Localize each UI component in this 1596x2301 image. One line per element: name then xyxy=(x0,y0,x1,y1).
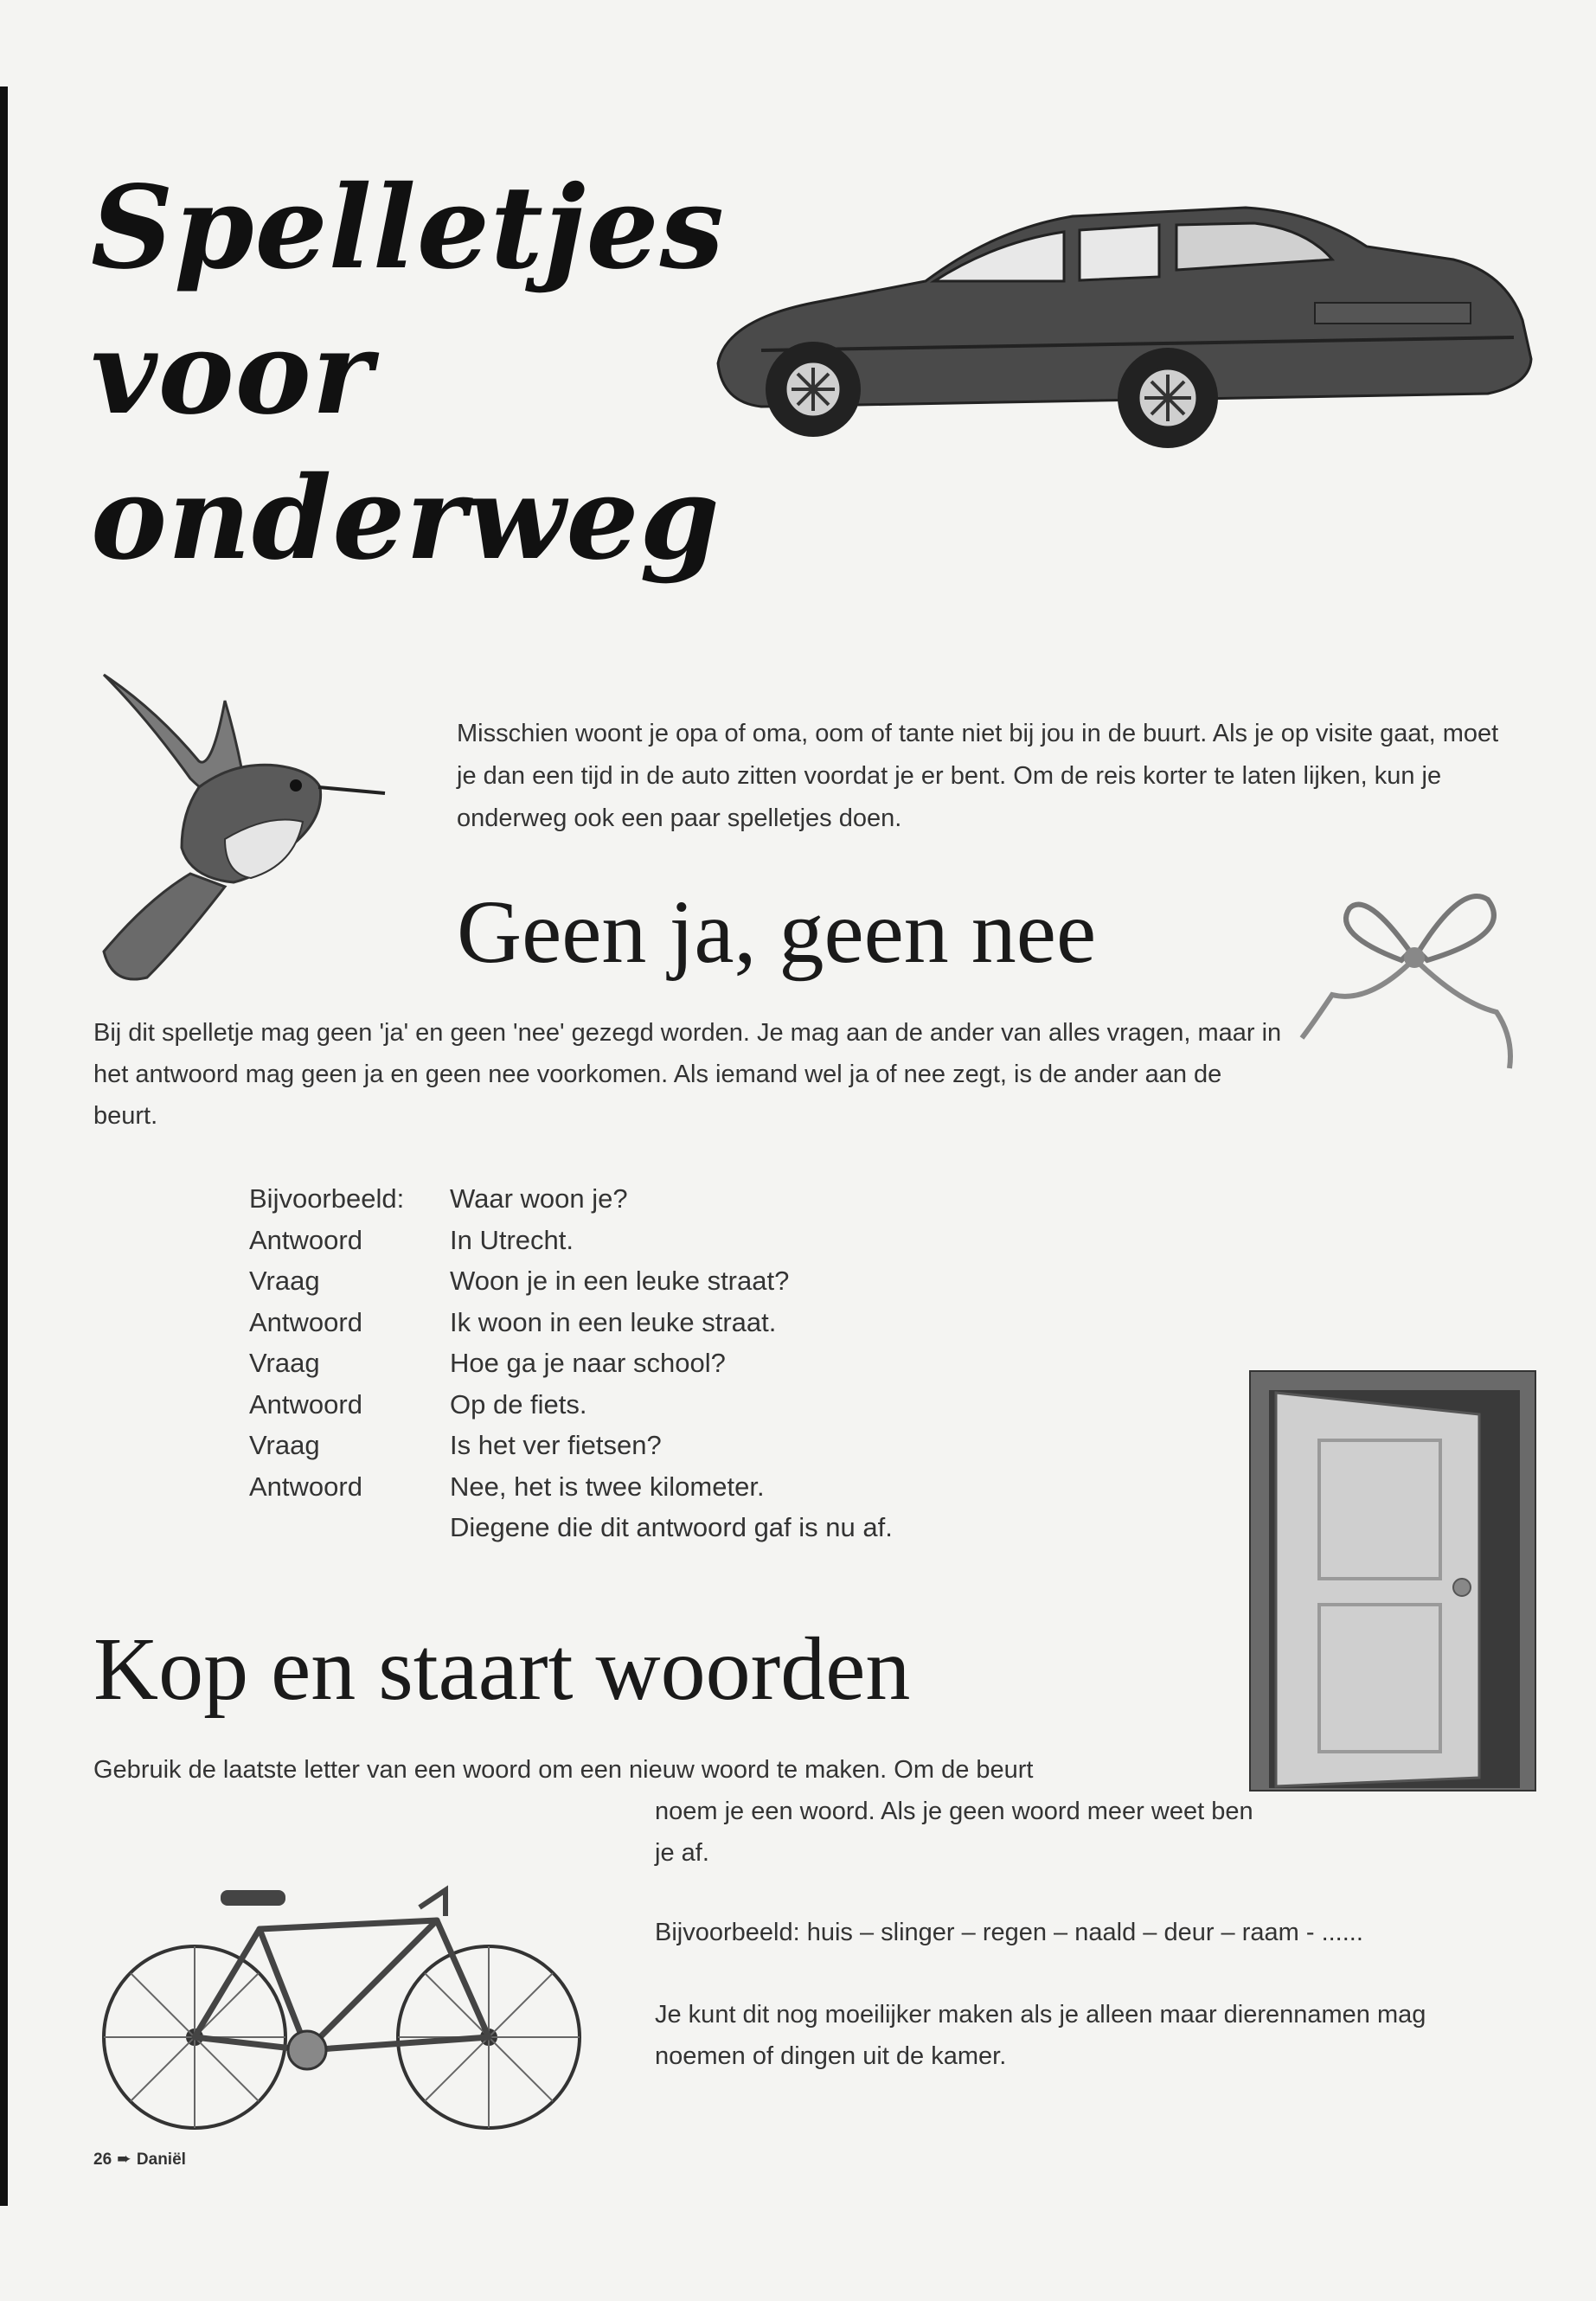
intro-text: Misschien woont je opa of oma, oom of tante niet bij jou in de buurt. Als je op visite gaat, moet je dan een tijd in de auto zitten voordat je er bent. Om de reis korter te laten lijken, kun je onderweg ook een paar spelletjes doen. xyxy=(457,720,1499,832)
title-line-3: onderweg xyxy=(91,452,721,586)
dialog-text: In Utrecht. xyxy=(450,1224,574,1255)
dialog-row xyxy=(249,1425,1028,1466)
dialog-row xyxy=(249,1302,1028,1343)
dialog-label xyxy=(249,1507,450,1548)
heading-kop-en-staart-woorden: Kop en staart woorden xyxy=(93,1619,911,1719)
title-line-2: voor xyxy=(91,306,374,440)
dialog-text: Waar woon je? xyxy=(450,1183,628,1214)
dialog-label: Vraag xyxy=(249,1348,320,1378)
section2-extra: Je kunt dit nog moeilijker maken als je alleen maar dierennamen mag noemen of dingen uit de kamer. xyxy=(655,2001,1426,2070)
car-illustration xyxy=(709,190,1540,476)
dialog-text: Ik woon in een leuke straat. xyxy=(450,1306,777,1337)
dialog-label: Bijvoorbeeld: xyxy=(249,1183,405,1214)
page-edge xyxy=(0,87,8,2206)
dialog-row xyxy=(249,1343,1028,1384)
dialog-row xyxy=(249,1384,1028,1426)
dialog-table xyxy=(249,1178,1028,1548)
dialog-text: Hoe ga je naar school? xyxy=(450,1348,726,1378)
bicycle-illustration xyxy=(99,1881,584,2141)
hummingbird-illustration xyxy=(95,666,389,995)
dialog-label: Antwoord xyxy=(249,1388,362,1420)
dialog-row xyxy=(249,1507,1028,1548)
page-number: 26 xyxy=(93,2150,112,2169)
door-illustration xyxy=(1250,1371,1535,1791)
dialog-text: Diegene die dit antwoord gaf is nu af. xyxy=(450,1512,893,1542)
dialog-label: Vraag xyxy=(249,1266,320,1296)
section2-text-line1: Gebruik de laatste letter van een woord om een nieuw woord te maken. Om de beurt xyxy=(93,1756,1034,1784)
footer-name: Daniël xyxy=(136,2150,186,2169)
dialog-label: Vraag xyxy=(249,1430,320,1460)
heading-geen-ja-geen-nee: Geen ja, geen nee xyxy=(457,882,1097,982)
dialog-row xyxy=(249,1466,1028,1508)
section2-text-rest: noem je een woord. Als je geen woord meer weet ben je af. xyxy=(655,1798,1253,1867)
section2-example: Bijvoorbeeld: huis – slinger – regen – naald – deur – raam - ...... xyxy=(655,1919,1363,1946)
dialog-row xyxy=(249,1260,1028,1302)
dialog-row xyxy=(249,1220,1028,1261)
title-line-1: Spelletjes xyxy=(91,161,725,295)
dialog-text: Woon je in een leuke straat? xyxy=(450,1266,790,1296)
dialog-label: Antwoord xyxy=(249,1306,362,1337)
dialog-text: Nee, het is twee kilometer. xyxy=(450,1471,765,1502)
dialog-text: Is het ver fietsen? xyxy=(450,1430,662,1460)
page-footer xyxy=(93,2148,186,2170)
dialog-label: Antwoord xyxy=(249,1224,362,1255)
section1-text: Bij dit spelletje mag geen 'ja' en geen 'nee' gezegd worden. Je mag aan de ander van alles vragen, maar in het antwoord mag geen ja en geen nee voorkomen. Als iemand wel ja of nee zegt, is de ander aan de beurt. xyxy=(93,1019,1282,1130)
arrow-icon: ➨ xyxy=(117,2150,131,2169)
dialog-label: Antwoord xyxy=(249,1471,362,1502)
dialog-row xyxy=(249,1178,1028,1220)
dialog-text: Op de fiets. xyxy=(450,1388,587,1420)
page-title xyxy=(91,156,725,592)
bow-illustration xyxy=(1298,874,1531,1081)
